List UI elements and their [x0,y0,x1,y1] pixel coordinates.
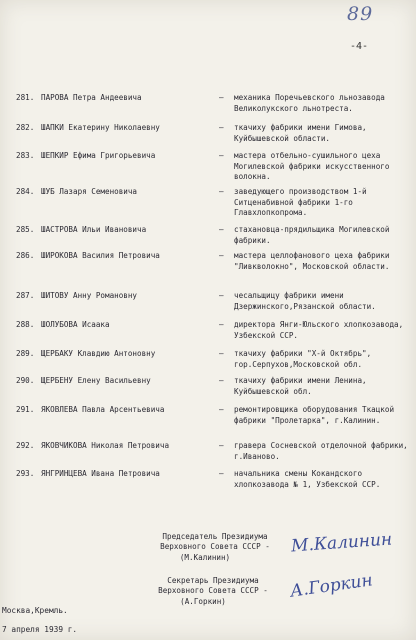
entry-description: ткачиху фабрики имени Гимова, Куйбышевской области. [234,123,367,143]
entry-description: стахановца-прядильщика Могилевской фабрики. [234,225,390,245]
entry-dash: – [219,225,224,234]
entry-description: ткачиху фабрики "Х-й Октябрь", гор.Серпухов,Московской обл. [234,349,372,369]
entry-number: 283. [16,151,35,160]
chairman-signature: М.Калинин [290,529,393,557]
entry-number: 288. [16,320,35,329]
entry-description: мастера целлофанового цеха фабрики "Ливкволокно", Московской области. [234,251,390,271]
entry-description: ткачиху фабрики имени Ленина, Куйбышевской обл. [234,376,367,396]
entry-description: начальника смены Кокандского хлопкозавода № 1, Узбекской ССР. [234,469,381,489]
folio-number: 89 [347,3,374,25]
entry-name: ЩЕРБЕНУ Елену Васильевну [41,376,151,385]
secretary-name: (А.Горкин) [180,597,226,606]
entry-name: ШУБ Лазаря Семеновича [41,187,138,196]
chairman-title: Председатель Президиума Верховного Совета СССР - [160,532,270,552]
entry-description: заведующего производством 1-й Ситценабивной фабрики 1-го Главхлопкопрома. [234,187,367,218]
entry-dash: – [219,320,224,329]
entry-dash: – [219,291,224,300]
entry-name: ШИРОКОВА Василия Петровича [41,251,160,260]
chairman-name: (М.Калинин) [179,553,231,562]
entry-dash: – [219,123,224,132]
entry-dash: – [219,251,224,260]
entry-dash: – [219,93,224,102]
entry-description: механика Поречьевского льнозавода Великолукского льнотреста. [234,93,385,113]
entry-dash: – [219,349,224,358]
entry-dash: – [219,187,224,196]
entry-number: 291. [16,405,35,414]
entry-number: 286. [16,251,35,260]
entry-dash: – [219,469,224,478]
entry-description: ремонтировщика оборудования Ткацкой фабрики "Пролетарка", г.Калинин. [234,405,395,425]
entry-name: ПАРОВА Петра Андеевича [41,93,142,102]
entry-name: ШЕПКИР Ефима Григорьевича [41,151,156,160]
entry-name: ШАПКИ Екатерину Николаевну [41,123,160,132]
page-number: -4- [350,41,369,52]
entry-number: 293. [16,469,35,478]
secretary-signature: А.Горкин [289,570,374,602]
entry-dash: – [219,151,224,160]
entry-name: ШОЛУБОВА Исаака [41,320,110,329]
entry-name: ШАСТРОВА Ильи Ивановича [41,225,147,234]
entry-name: ЯНГРИНЦЕВА Ивана Петровича [41,469,160,478]
entry-description: чесальщицу фабрики имени Дзержинского,Рязанской области. [234,291,376,311]
entry-number: 287. [16,291,35,300]
entry-number: 285. [16,225,35,234]
entry-name: ЯКОВЛЕВА Павла Арсентьевича [41,405,165,414]
entry-name: ЩЕРБАКУ Клавдию Антоновну [41,349,156,358]
entry-number: 281. [16,93,35,102]
secretary-title: Секретарь Президиума Верховного Совета СССР - [158,576,268,596]
entry-dash: – [219,441,224,450]
entry-description: гравера Сосневской отделочной фабрики, г.Иваново. [234,441,408,461]
entry-number: 282. [16,123,35,132]
entry-description: директора Янги-Юльского хлопкозавода, Узбекской ССР. [234,320,404,340]
place-line: Москва,Кремль. [2,606,68,615]
entry-number: 284. [16,187,35,196]
date-line: 7 апреля 1939 г. [2,625,78,634]
entry-description: мастера отбельно-сушильного цеха Могилевской фабрики искусственного волокна. [234,151,390,182]
entry-number: 292. [16,441,35,450]
entry-number: 289. [16,349,35,358]
entry-dash: – [219,405,224,414]
entry-dash: – [219,376,224,385]
entry-name: ШИТОВУ Анну Романовну [41,291,138,300]
entry-number: 290. [16,376,35,385]
entry-name: ЯКОВЧИКОВА Николая Петровича [41,441,170,450]
